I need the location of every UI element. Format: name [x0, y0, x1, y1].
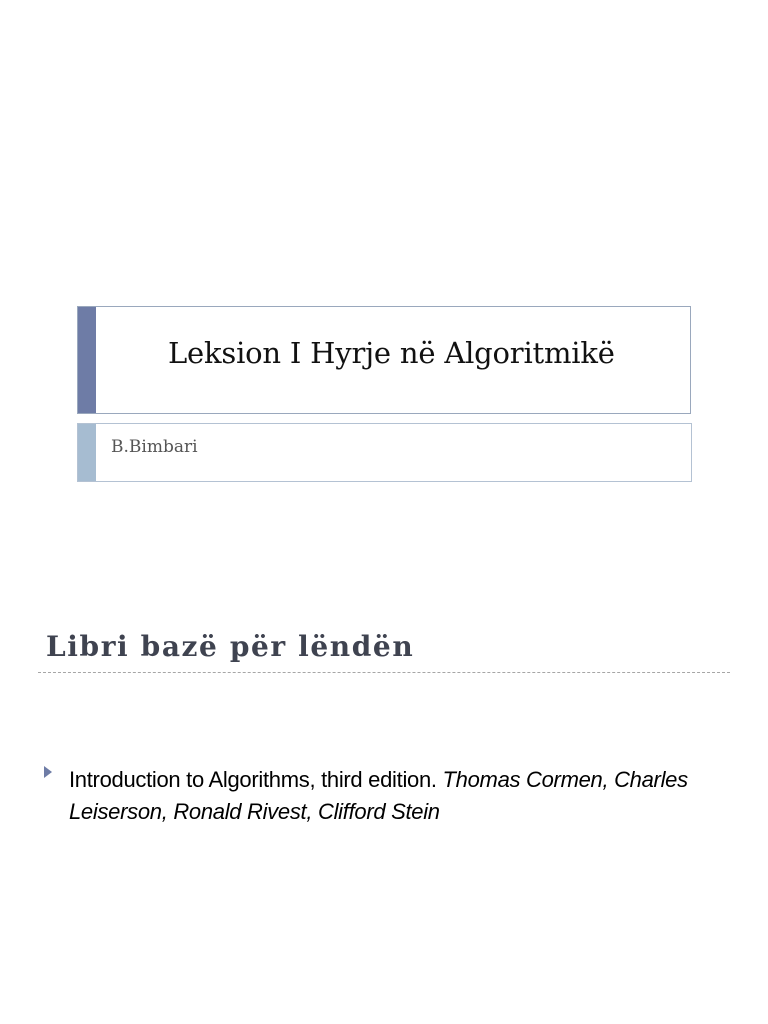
- title-accent-bar: [78, 307, 96, 413]
- triangle-bullet-icon: [44, 766, 52, 778]
- list-item: [69, 764, 729, 828]
- book-title: Introduction to Algorithms, third edition.: [69, 767, 437, 792]
- slide-title: Leksion I Hyrje në Algoritmikë: [168, 336, 615, 370]
- subtitle-box: [77, 423, 692, 482]
- title-box: [77, 306, 691, 414]
- subtitle-accent-bar: [78, 424, 96, 481]
- heading-divider: [38, 672, 730, 673]
- section-heading: Libri bazë për lëndën: [46, 630, 415, 663]
- book-authors: Thomas Cormen, Charles Leiserson, Ronald Rivest, Clifford Stein: [69, 767, 688, 824]
- slide-subtitle: B.Bimbari: [111, 437, 198, 457]
